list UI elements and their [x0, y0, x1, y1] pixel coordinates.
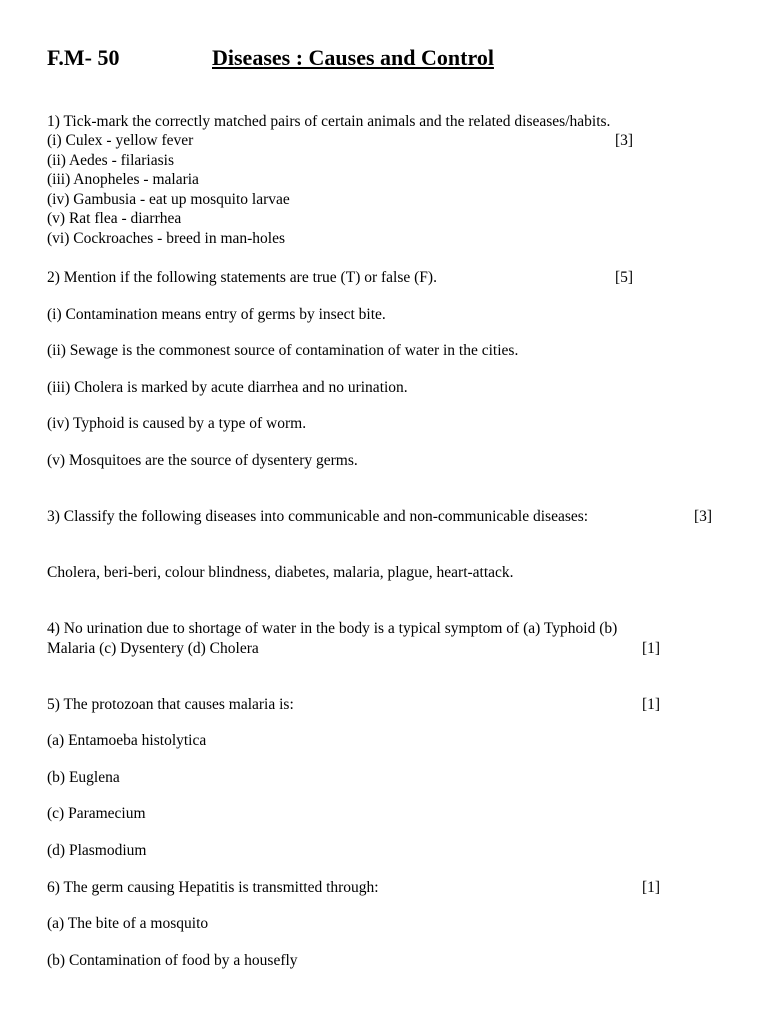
q6-option-b: (b) Contamination of food by a housefly	[47, 952, 298, 969]
q4-stem-line-2: Malaria (c) Dysentery (d) Cholera	[47, 640, 259, 657]
q2-stem: 2) Mention if the following statements are true (T) or false (F).	[47, 269, 437, 286]
q1-item-5: (v) Rat flea - diarrhea	[47, 210, 182, 227]
q1-item-4: (iv) Gambusia - eat up mosquito larvae	[47, 191, 290, 208]
q2-item-3: (iii) Cholera is marked by acute diarrhea and no urination.	[47, 379, 408, 396]
page-title: Diseases : Causes and Control	[212, 45, 494, 70]
q2-item-2: (ii) Sewage is the commonest source of contamination of water in the cities.	[47, 342, 519, 359]
q6-option-a: (a) The bite of a mosquito	[47, 915, 209, 932]
q5-option-d: (d) Plasmodium	[47, 842, 147, 859]
q4-stem-line-1: 4) No urination due to shortage of water in the body is a typical symptom of (a) Typhoid (b)	[47, 620, 618, 637]
q5-stem: 5) The protozoan that causes malaria is:	[47, 696, 294, 713]
q1-stem: 1) Tick-mark the correctly matched pairs of certain animals and the related diseases/habits.	[47, 113, 611, 130]
q5-option-a: (a) Entamoeba histolytica	[47, 732, 207, 749]
q1-item-2: (ii) Aedes - filariasis	[47, 152, 174, 169]
q5-marks: [1]	[642, 696, 661, 713]
q1-item-1: (i) Culex - yellow fever	[47, 132, 194, 149]
q2-marks: [5]	[615, 269, 634, 286]
q1-marks: [3]	[615, 132, 634, 149]
q6-stem: 6) The germ causing Hepatitis is transmitted through:	[47, 879, 379, 896]
q3-marks: [3]	[694, 508, 713, 525]
q1-item-6: (vi) Cockroaches - breed in man-holes	[47, 230, 286, 247]
q3-disease-list: Cholera, beri-beri, colour blindness, diabetes, malaria, plague, heart-attack.	[47, 564, 514, 581]
q5-option-c: (c) Paramecium	[47, 805, 146, 822]
q6-marks: [1]	[642, 879, 661, 896]
q2-item-5: (v) Mosquitoes are the source of dysentery germs.	[47, 452, 358, 469]
q2-item-1: (i) Contamination means entry of germs by insect bite.	[47, 306, 386, 323]
q3-stem: 3) Classify the following diseases into communicable and non-communicable diseases:	[47, 508, 589, 525]
q2-item-4: (iv) Typhoid is caused by a type of worm.	[47, 415, 307, 432]
q5-option-b: (b) Euglena	[47, 769, 120, 786]
full-marks: F.M- 50	[47, 45, 120, 70]
q1-item-3: (iii) Anopheles - malaria	[47, 171, 199, 188]
q4-marks: [1]	[642, 640, 661, 657]
